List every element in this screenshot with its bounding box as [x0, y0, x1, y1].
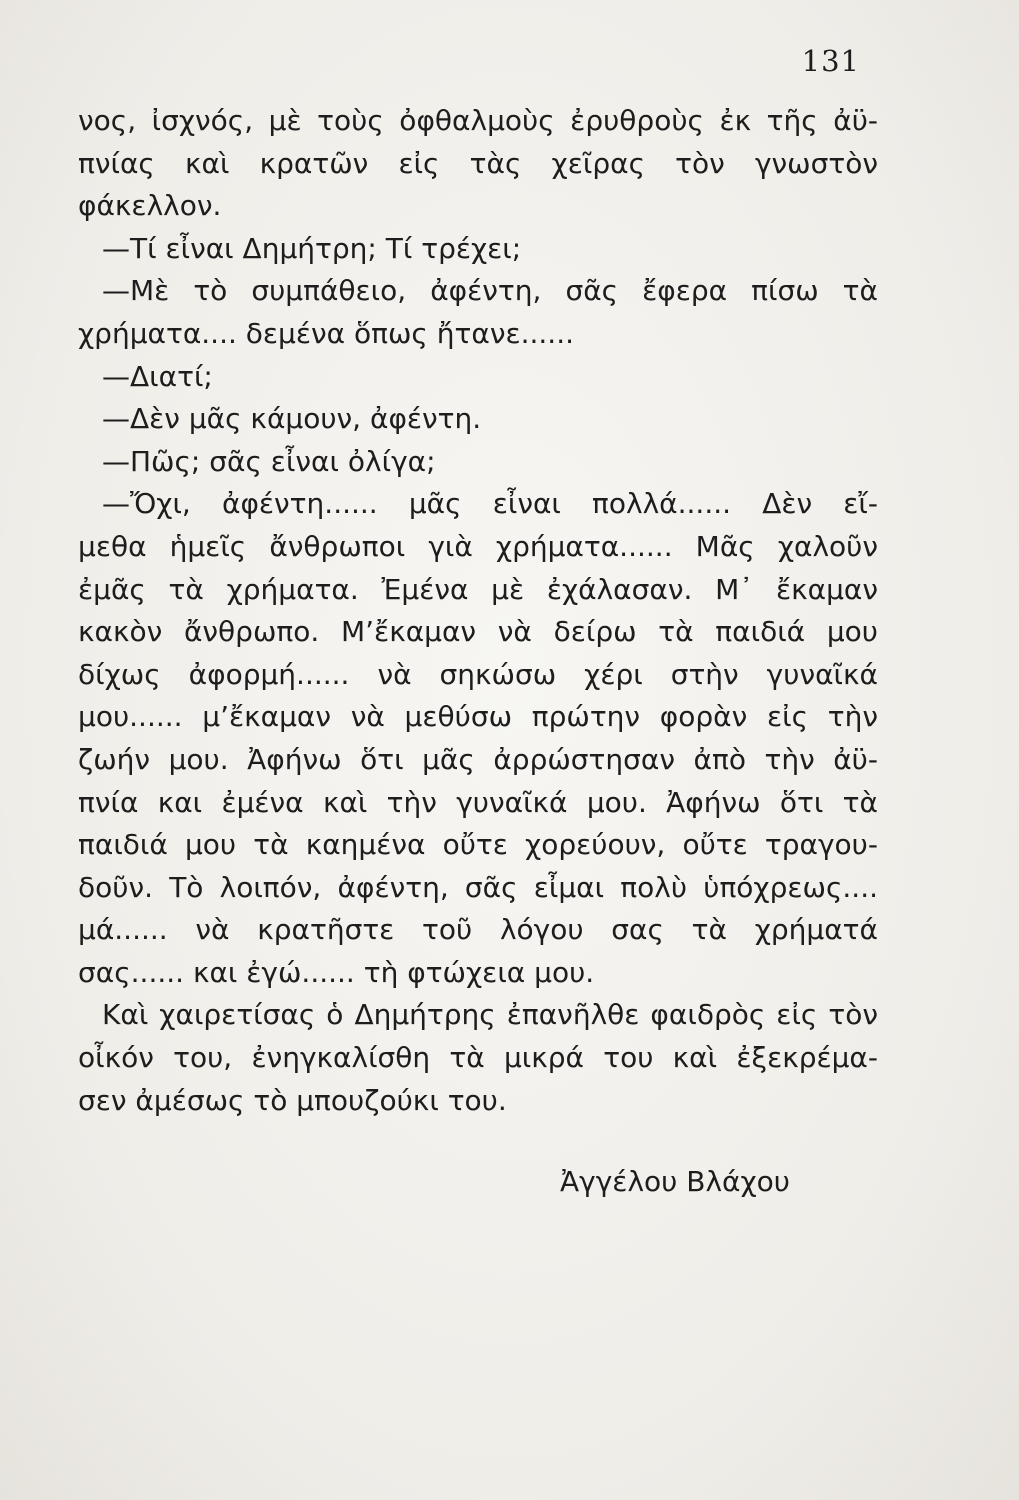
text-line: πνία και ἐμένα καὶ τὴν γυναῖκά μου. Ἀφήνω ὅτι τὰ [78, 785, 878, 819]
body-text [78, 100, 878, 1122]
text-line: πνίας καὶ κρατῶν εἰς τὰς χεῖρας τὸν γνωστὸν [78, 146, 878, 180]
text-line: ζωήν μου. Ἀφήνω ὅτι μᾶς ἀρρώστησαν ἀπὸ τὴν ἀϋ- [78, 742, 878, 776]
text-line: —Διατί; [102, 359, 213, 393]
text-line: Καὶ χαιρετίσας ὁ Δημήτρης ἐπανῆλθε φαιδρὸς εἰς τὸν [102, 998, 878, 1032]
text-line: δίχως ἀφορμή...... νὰ σηκώσω χέρι στὴν γυναῖκά [78, 657, 878, 691]
text-line: —Πῶς; σᾶς εἶναι ὀλίγα; [102, 444, 436, 478]
text-line: μεθα ἡμεῖς ἄνθρωποι γιὰ χρήματα...... Μᾶς χαλοῦν [78, 529, 878, 563]
text-line: σεν ἀμέσως τὸ μπουζούκι του. [78, 1083, 507, 1117]
text-line: οἶκόν του, ἐνηγκαλίσθη τὰ μικρά του καὶ ἐξεκρέμα- [78, 1041, 878, 1075]
text-line: κακὸν ἄνθρωπο. Μ’ἔκαμαν νὰ δείρω τὰ παιδιά μου [78, 615, 878, 649]
text-line: —Τί εἶναι Δημήτρη; Τί τρέχει; [102, 231, 522, 265]
text-line: χρήματα.... δεμένα ὅπως ἤτανε...... [78, 316, 575, 350]
text-line: ἐμᾶς τὰ χρήματα. Ἐμένα μὲ ἐχάλασαν. Μ᾽ ἔκαμαν [78, 572, 878, 606]
text-line: φάκελλον. [78, 189, 222, 223]
text-line: δοῦν. Τὸ λοιπόν, ἀφέντη, σᾶς εἶμαι πολὺ ὑπόχρεως.... [78, 870, 878, 904]
text-line: νος, ἰσχνός, μὲ τοὺς ὀφθαλμοὺς ἐρυθροὺς ἐκ τῆς ἀϋ- [78, 104, 878, 137]
text-line: παιδιά μου τὰ καημένα οὔτε χορεύουν, οὔτε τραγου- [78, 828, 878, 862]
text-line: —Δὲν μᾶς κάμουν, ἀφέντη. [102, 402, 482, 436]
text-line: μά...... νὰ κρατῆστε τοῦ λόγου σας τὰ χρήματά [78, 913, 878, 947]
text-line: —Μὲ τὸ συμπάθειο, ἀφέντη, σᾶς ἔφερα πίσω τὰ [102, 274, 878, 308]
author-signature: Ἀγγέλου Βλάχου [560, 1165, 790, 1198]
text-line: μου...... μ’ἔκαμαν νὰ μεθύσω πρώτην φορὰν εἰς τὴν [78, 700, 878, 734]
page-number: 131 [801, 44, 860, 78]
text-line: σας...... και ἐγώ...... τὴ φτώχεια μου. [78, 955, 595, 989]
text-line: —Ὄχι, ἀφέντη...... μᾶς εἶναι πολλά...... Δὲν εἴ- [102, 487, 878, 521]
